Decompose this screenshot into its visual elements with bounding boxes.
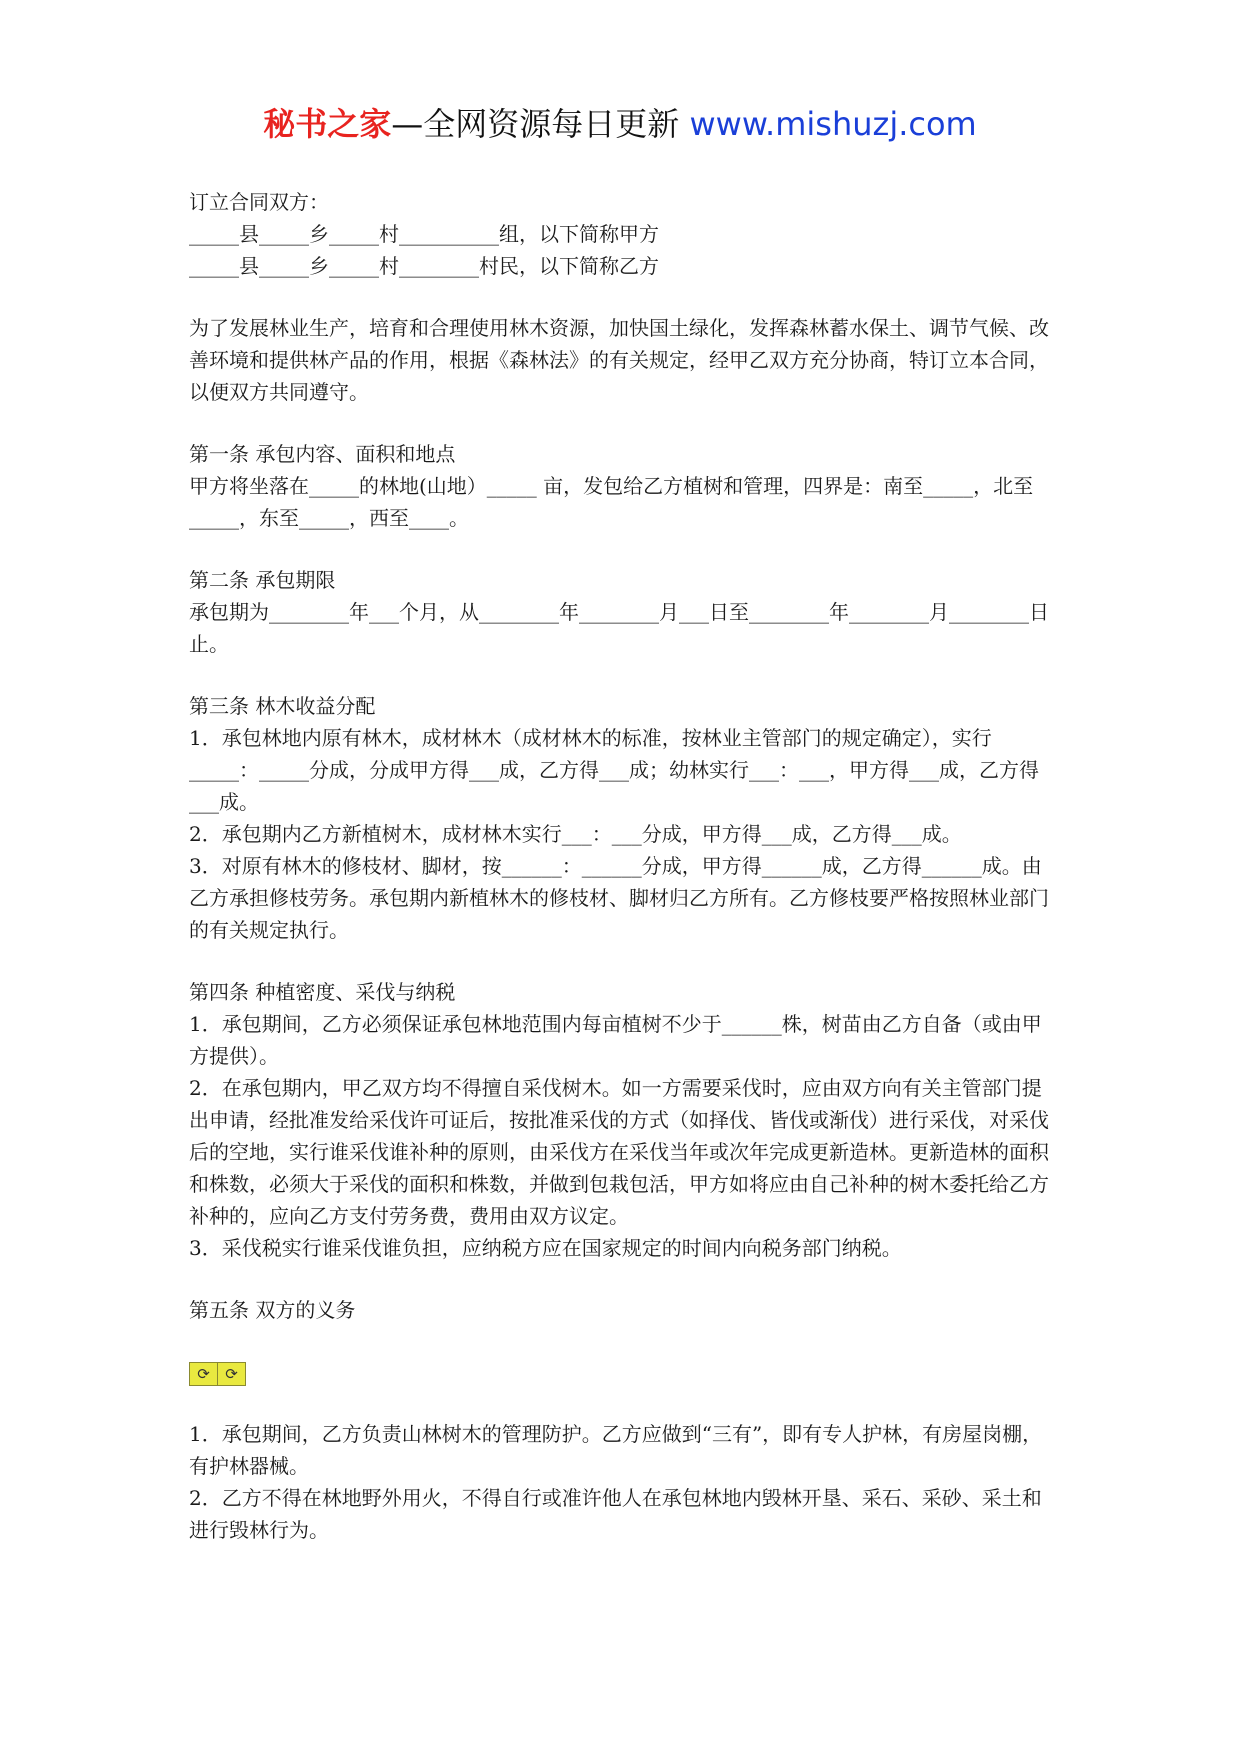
site-header	[0, 104, 1240, 144]
embedded-objects[interactable]	[189, 1362, 246, 1386]
party-a-line: _____县_____乡_____村__________组，以下简称甲方	[189, 222, 659, 246]
article-5-item: 1．承包期间，乙方负责山林树木的管理防护。乙方应做到“三有”，即有专人护林，有房屋岗棚，有护林器械。	[189, 1422, 1043, 1478]
embedded-object-icon[interactable]: ⟳	[217, 1363, 245, 1385]
article-4-item: 3．采伐税实行谁采伐谁负担，应纳税方应在国家规定的时间内向税务部门纳税。	[189, 1236, 902, 1260]
article-4-title: 第四条 种植密度、采伐与纳税	[189, 980, 456, 1004]
article-1-body: 甲方将坐落在_____的林地(山地）_____ 亩，发包给乙方植树和管理，四界是：南至_____，北至_____，东至_____，西至____。	[189, 474, 1034, 530]
article-4-item: 1．承包期间，乙方必须保证承包林地范围内每亩植树不少于______株，树苗由乙方自备（或由甲方提供）。	[189, 1012, 1042, 1068]
article-3-title: 第三条 林木收益分配	[189, 694, 376, 718]
article-2-body: 承包期为________年___个月，从________年________月___日至________年________月________日止。	[189, 600, 1049, 656]
article-1-title: 第一条 承包内容、面积和地点	[189, 442, 456, 466]
embedded-object-icon[interactable]: ⟳	[197, 1365, 210, 1383]
article-2-title: 第二条 承包期限	[189, 568, 336, 592]
header-tagline: —全网资源每日更新	[391, 105, 680, 143]
parties-intro: 订立合同双方：	[189, 190, 329, 214]
preamble-paragraph: 为了发展林业生产，培育和合理使用林木资源，加快国土绿化，发挥森林蓄水保土、调节气候、改善环境和提供林产品的作用，根据《森林法》的有关规定，经甲乙双方充分协商，特订立本合同，以便双方共同遵守。	[189, 316, 1049, 404]
header-brand: 秘书之家	[263, 105, 392, 143]
article-5-item: 2．乙方不得在林地野外用火，不得自行或准许他人在承包林地内毁林开垦、采石、采砂、采土和进行毁林行为。	[189, 1486, 1042, 1542]
article-5-title: 第五条 双方的义务	[189, 1298, 356, 1322]
article-3-item: 2．承包期内乙方新植树木，成材林木实行___：___分成，甲方得___成，乙方得___成。	[189, 822, 962, 846]
header-url-link[interactable]: www.mishuzj.com	[689, 105, 977, 143]
contract-body	[189, 186, 1059, 1546]
article-3-item: 3．对原有林木的修枝材、脚材，按______：______分成，甲方得______成，乙方得______成。由乙方承担修枝劳务。承包期内新植林木的修枝材、脚材归乙方所有。乙方修枝要严格按照林业部门的有关规定执行。	[189, 854, 1049, 942]
party-b-line: _____县_____乡_____村________村民，以下简称乙方	[189, 254, 659, 278]
article-3-item: 1．承包林地内原有林木，成材林木（成材林木的标准，按林业主管部门的规定确定），实行_____：_____分成，分成甲方得___成，乙方得___成；幼林实行___：___，甲方得___成，乙方得___成。	[189, 726, 1039, 814]
article-4-item: 2．在承包期内，甲乙双方均不得擅自采伐树木。如一方需要采伐时，应由双方向有关主管部门提出申请，经批准发给采伐许可证后，按批准采伐的方式（如择伐、皆伐或渐伐）进行采伐，对采伐后的空地，实行谁采伐谁补种的原则，由采伐方在采伐当年或次年完成更新造林。更新造林的面积和株数，必须大于采伐的面积和株数，并做到包栽包活，甲方如将应由自己补种的树木委托给乙方补种的，应向乙方支付劳务费，费用由双方议定。	[189, 1076, 1049, 1228]
